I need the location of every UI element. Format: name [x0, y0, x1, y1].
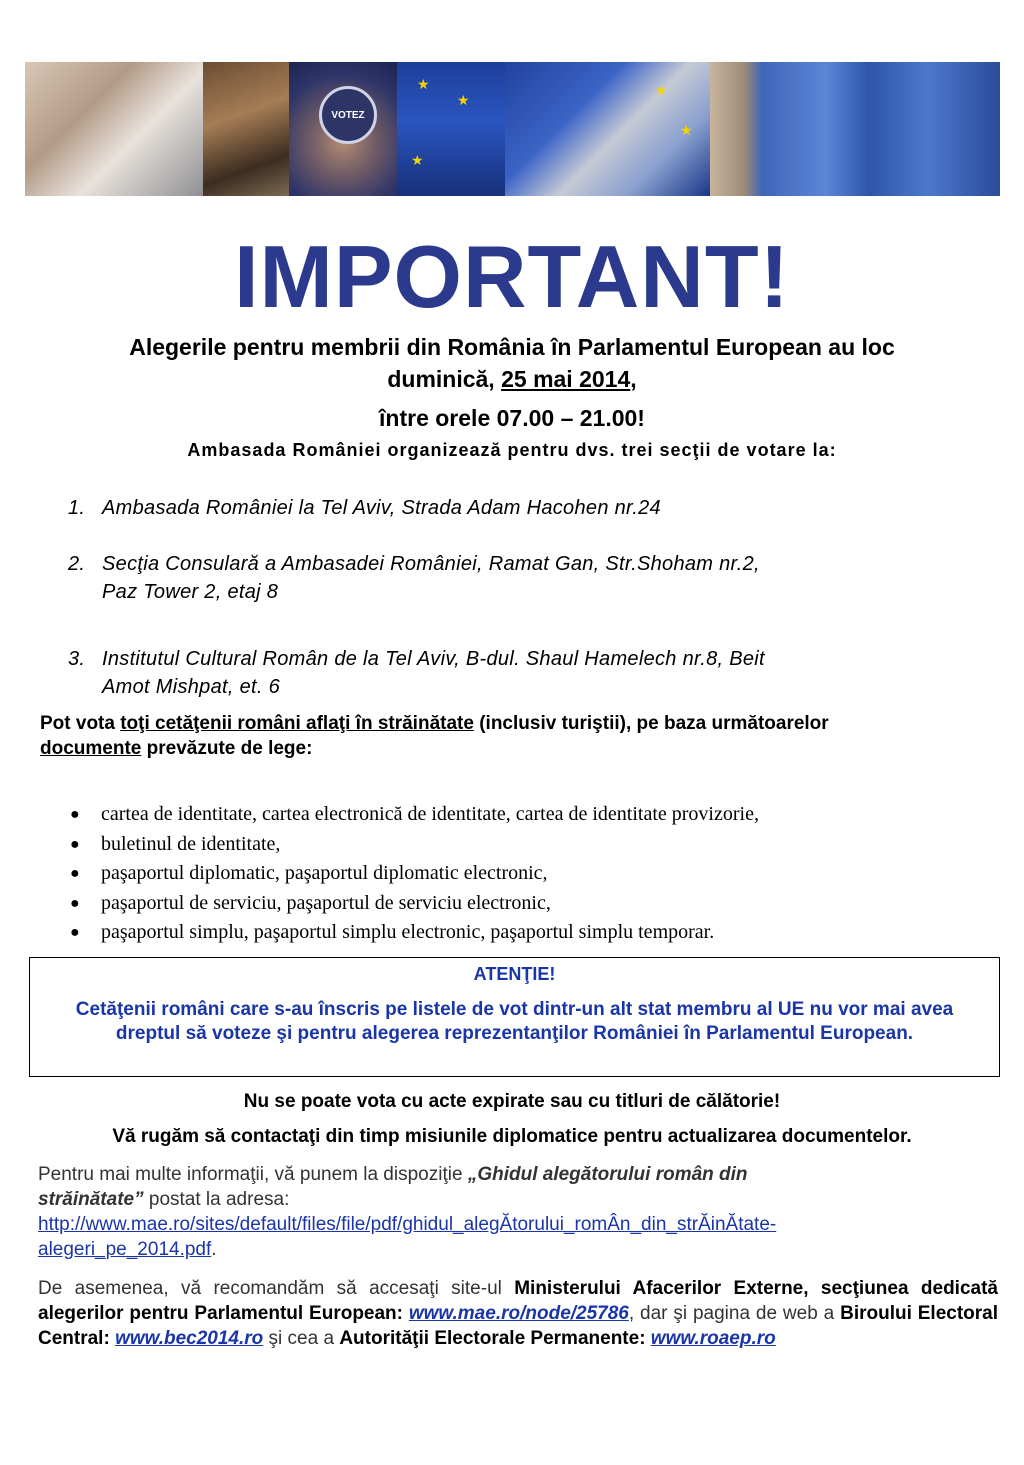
polling-section-3 [68, 645, 765, 701]
recommend-text: , dar şi pagina de web a [628, 1303, 841, 1324]
guide-url-link[interactable]: alegeri_pe_2014.pdf [38, 1239, 212, 1260]
eligibility-highlight: documente [40, 738, 142, 759]
banner-photo-eu-flag [397, 62, 505, 196]
section-address-line2: Amot Mishpat, et. 6 [102, 676, 280, 698]
headline-comma: , [630, 366, 637, 392]
recommend-text: şi cea a [263, 1328, 340, 1349]
section-address-line2: Paz Tower 2, etaj 8 [102, 581, 279, 603]
banner-photo-hands [25, 62, 203, 196]
bullet-icon: ● [70, 865, 80, 882]
recommendation-paragraph [38, 1276, 998, 1351]
section-number: 2. [68, 553, 86, 575]
eligibility-text: (inclusiv turiştii), pe baza următoarelor [473, 713, 829, 734]
section-number: 1. [68, 497, 86, 519]
recommend-text: Ministerului Afacerilor Externe, secţiunea dedicată alegerilor pentru Parlamentul European: [38, 1278, 998, 1324]
election-date: 25 mai 2014 [501, 366, 631, 392]
document-text: buletinul de identitate, [101, 832, 281, 855]
roaep-link[interactable]: www.roaep.ro [650, 1328, 776, 1349]
warning-contact-missions: Vă rugăm să contactaţi din timp misiunile diplomatice pentru actualizarea documentelor. [112, 1126, 912, 1147]
section-address: Secţia Consulară a Ambasadei României, Ramat Gan, Str.Shoham nr.2, [102, 553, 760, 575]
eligibility-highlight: toţi cetăţenii români aflaţi în străinătate [120, 713, 474, 734]
guide-paragraph [38, 1162, 998, 1262]
votez-stamp-badge: VOTEZ [319, 86, 377, 144]
recommend-text: Autorităţii Electorale Permanente: [339, 1328, 651, 1349]
banner-photo-ballot [505, 62, 710, 196]
document-text: paşaportul de serviciu, paşaportul de serviciu electronic, [101, 891, 551, 914]
eligibility-text: prevăzute de lege: [141, 738, 313, 759]
list-item [70, 889, 759, 919]
banner-photo-voting-booths [710, 62, 1000, 196]
polling-section-1 [68, 494, 661, 522]
document-text: paşaportul diplomatic, paşaportul diplomatic electronic, [101, 862, 548, 884]
bec-link[interactable]: www.bec2014.ro [115, 1328, 264, 1349]
document-text: paşaportul simplu, paşaportul simplu electronic, paşaportul simplu temporar. [101, 921, 715, 943]
mae-link[interactable]: www.mae.ro/node/25786 [408, 1303, 629, 1324]
polling-section-2 [68, 550, 760, 606]
header-banner [25, 62, 1000, 196]
attention-text: Cetăţenii români care s-au înscris pe listele de vot dintr-un alt stat membru al UE nu vor mai avea dreptul să voteze şi pentru alegerea reprezentanţilor României în Parlamentul European. [75, 999, 954, 1044]
list-item [70, 859, 759, 889]
headline-day: duminică, [387, 366, 502, 392]
eligibility-text: Pot vota [40, 713, 121, 734]
banner-photo-votez-stamp [289, 62, 397, 196]
list-item [70, 800, 759, 830]
recommend-text: Biroului Electoral Central: [38, 1303, 998, 1349]
section-number: 3. [68, 648, 86, 670]
page-title: IMPORTANT! [234, 227, 790, 326]
guide-title: străinătate” [38, 1189, 144, 1210]
bullet-icon: ● [70, 806, 80, 823]
banner-photo-stamp [203, 62, 289, 196]
guide-text: . [211, 1239, 217, 1260]
guide-url-link[interactable]: http://www.mae.ro/sites/default/files/file/pdf/ghidul_alegĂtorului_romÂn_din_strĂinĂtate- [38, 1214, 777, 1235]
bullet-icon: ● [70, 894, 80, 912]
headline-line1: Alegerile pentru membrii din România în Parlamentul European au loc [129, 334, 895, 360]
subtitle: Ambasada României organizează pentru dvs. trei secţii de votare la: [187, 440, 837, 460]
guide-title: „Ghidul alegătorului român din [467, 1164, 748, 1185]
eu-star-icon: ★ [417, 76, 430, 92]
list-item [70, 830, 759, 860]
eu-star-icon: ★ [655, 82, 668, 98]
headline-line2 [0, 366, 1024, 393]
warning-expired-documents: Nu se poate vota cu acte expirate sau cu titluri de călătorie! [243, 1091, 781, 1112]
guide-text: postat la adresa: [143, 1189, 290, 1210]
bullet-icon: ● [70, 924, 80, 941]
headline-hours: între orele 07.00 – 21.00! [379, 405, 645, 431]
bullet-icon: ● [70, 835, 80, 853]
eu-star-icon: ★ [457, 92, 470, 108]
eligibility-paragraph [40, 711, 990, 761]
eu-star-icon: ★ [680, 122, 693, 138]
guide-text: Pentru mai multe informaţii, vă punem la dispoziţie [38, 1164, 468, 1185]
section-address: Ambasada României la Tel Aviv, Strada Adam Hacohen nr.24 [102, 497, 661, 519]
attention-title: ATENŢIE! [473, 964, 556, 984]
documents-list [70, 800, 759, 948]
attention-box [29, 957, 1000, 1077]
document-text: cartea de identitate, cartea electronică de identitate, cartea de identitate provizorie, [101, 803, 759, 825]
list-item [70, 918, 759, 948]
recommend-text: De asemenea, vă recomandăm să accesaţi site-ul [38, 1278, 515, 1299]
section-address: Institutul Cultural Român de la Tel Aviv, B-dul. Shaul Hamelech nr.8, Beit [102, 648, 765, 670]
eu-star-icon: ★ [411, 152, 424, 168]
